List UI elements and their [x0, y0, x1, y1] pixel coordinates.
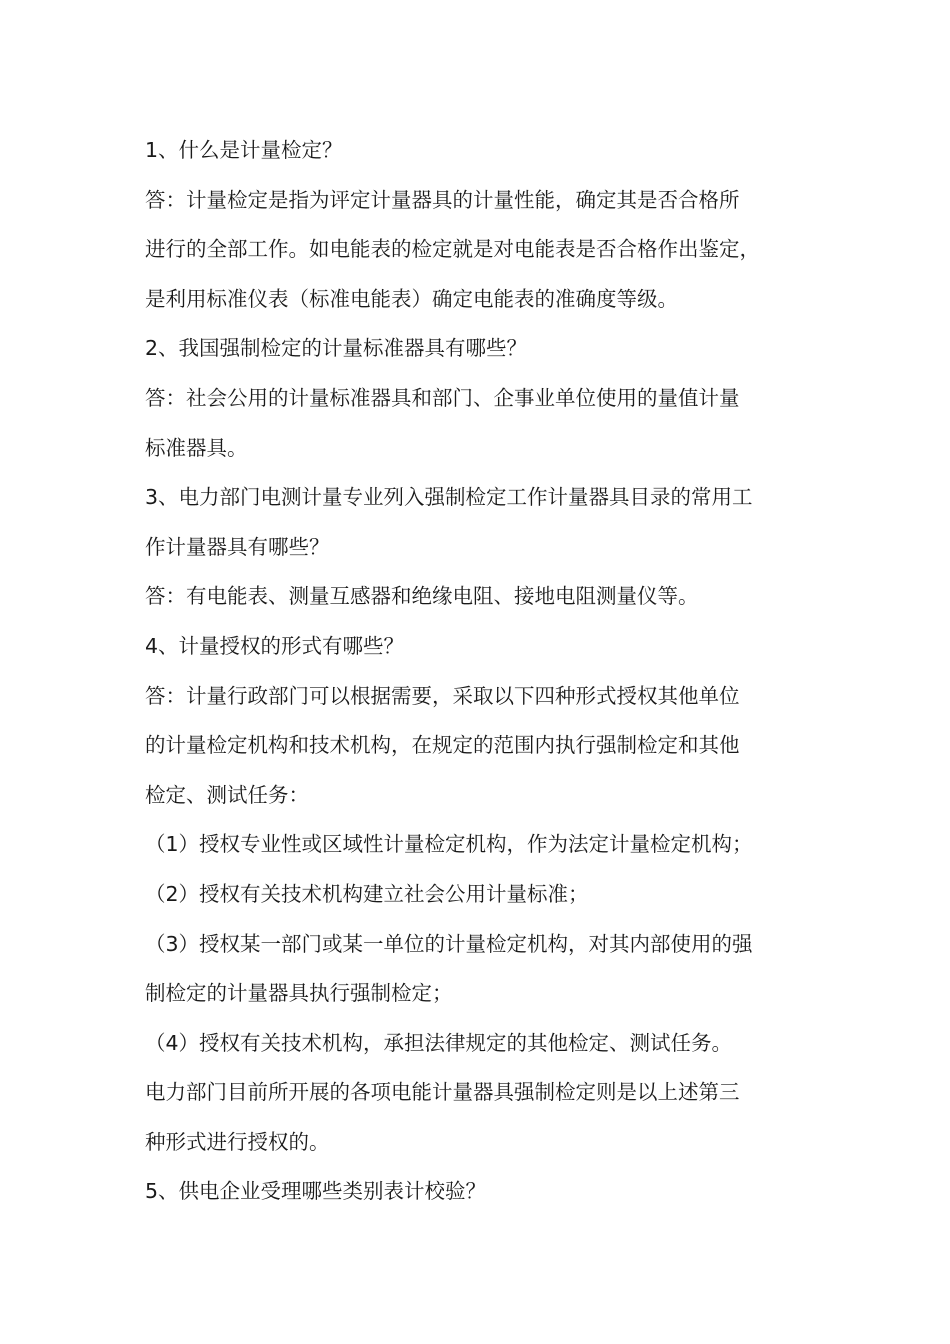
answer-2-line-2: 标准器具。	[145, 435, 248, 460]
answer-4-item-1: （1）授权专业性或区域性计量检定机构，作为法定计量检定机构；	[145, 832, 753, 857]
answer-3: 答：有电能表、测量互感器和绝缘电阻、接地电阻测量仪等。	[145, 584, 699, 609]
answer-2-line-1: 答：社会公用的计量标准器具和部门、企事业单位使用的量值计量	[145, 385, 740, 410]
question-3-line-1: 3、电力部门电测计量专业列入强制检定工作计量器具目录的常用工	[145, 485, 753, 510]
question-2: 2、我国强制检定的计量标准器具有哪些？	[145, 336, 528, 361]
question-1: 1、什么是计量检定？	[145, 138, 343, 162]
answer-4-note-line-1: 电力部门目前所开展的各项电能计量器具强制检定则是以上述第三	[145, 1080, 740, 1105]
question-4: 4、计量授权的形式有哪些？	[145, 633, 405, 658]
answer-4-item-3-line-1: （3）授权某一部门或某一单位的计量检定机构，对其内部使用的强	[145, 931, 753, 956]
answer-1-line-1: 答：计量检定是指为评定计量器具的计量性能，确定其是否合格所	[145, 187, 740, 212]
answer-4-line-3: 检定、测试任务：	[145, 782, 309, 807]
answer-4-line-1: 答：计量行政部门可以根据需要，采取以下四种形式授权其他单位	[145, 683, 740, 708]
answer-4-item-2: （2）授权有关技术机构建立社会公用计量标准；	[145, 881, 589, 906]
answer-1-line-2: 进行的全部工作。如电能表的检定就是对电能表是否合格作出鉴定，	[145, 237, 760, 262]
document-body	[145, 126, 815, 1217]
answer-4-item-4: （4）授权有关技术机构，承担法律规定的其他检定、测试任务。	[145, 1030, 733, 1055]
answer-4-line-2: 的计量检定机构和技术机构，在规定的范围内执行强制检定和其他	[145, 733, 740, 758]
answer-4-item-3-line-2: 制检定的计量器具执行强制检定；	[145, 981, 453, 1006]
question-5: 5、供电企业受理哪些类别表计校验？	[145, 1179, 487, 1204]
answer-4-note-line-2: 种形式进行授权的。	[145, 1129, 330, 1154]
answer-1-line-3: 是利用标准仪表（标准电能表）确定电能表的准确度等级。	[145, 286, 678, 311]
question-3-line-2: 作计量器具有哪些？	[145, 534, 330, 559]
